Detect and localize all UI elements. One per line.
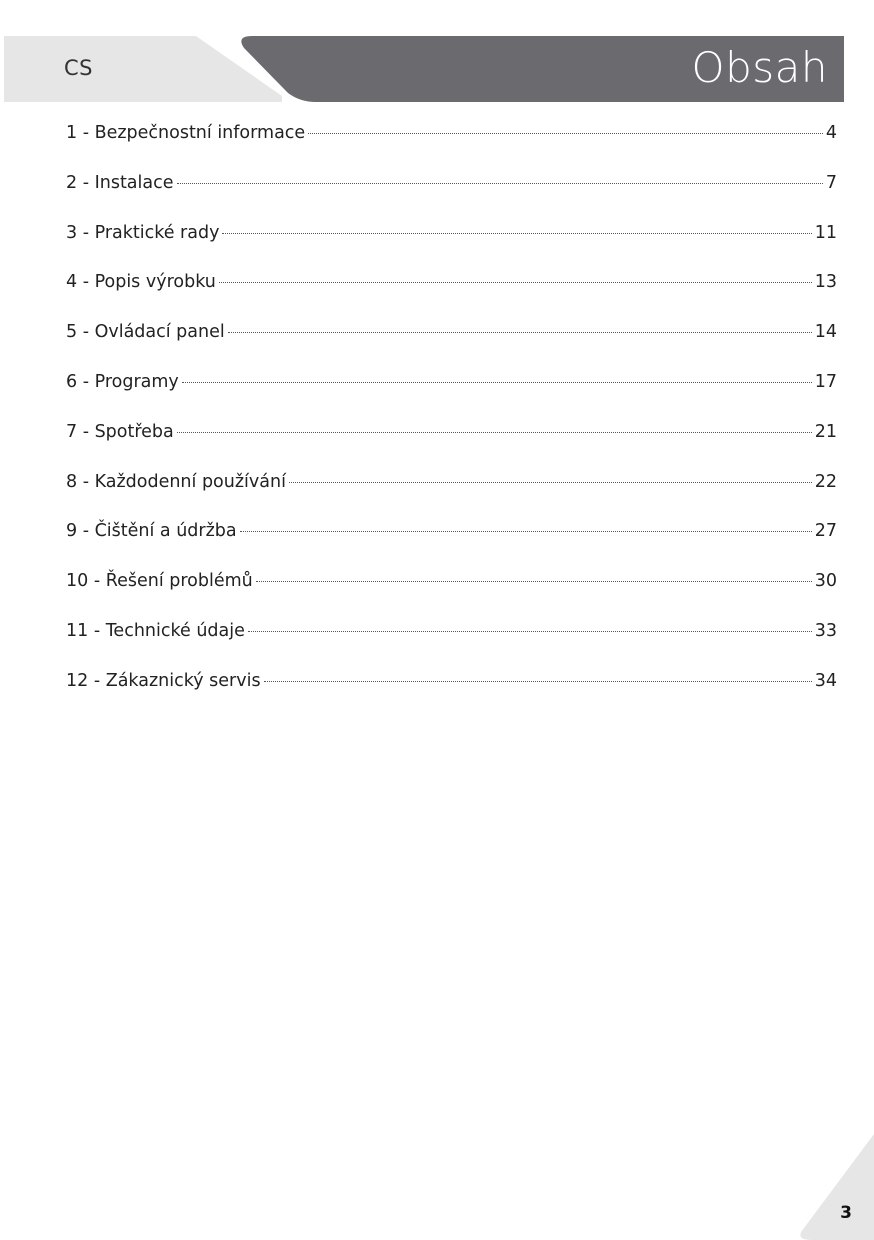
page-corner-decoration: [794, 1134, 874, 1240]
toc-entry-title: 6 - Programy: [66, 371, 179, 392]
toc-entry-title: 2 - Instalace: [66, 172, 174, 193]
language-tab-shape: [4, 36, 282, 102]
toc-entry-title: 1 - Bezpečnostní informace: [66, 123, 306, 143]
dot-leader: [228, 332, 812, 333]
dot-leader: [177, 432, 812, 433]
toc-entry-page: 11: [814, 222, 837, 243]
dot-leader: [248, 631, 812, 632]
toc-entry-page: 33: [814, 620, 837, 641]
toc-entry-page: 27: [814, 521, 837, 542]
dot-leader: [289, 482, 812, 483]
toc-entry[interactable]: [66, 372, 837, 422]
toc-entry-title: 12 - Zákaznický servis: [66, 670, 261, 691]
toc-entry[interactable]: [66, 422, 837, 472]
toc-entry[interactable]: [66, 173, 837, 223]
toc-entry-page: 4: [825, 123, 837, 143]
toc-entry[interactable]: [66, 671, 837, 721]
dot-leader: [182, 382, 812, 383]
toc-entry[interactable]: [66, 223, 837, 273]
dot-leader: [177, 183, 823, 184]
dot-leader: [256, 581, 812, 582]
toc-entry-title: 8 - Každodenní používání: [66, 471, 286, 492]
toc-entry[interactable]: [66, 322, 837, 372]
toc-entry-page: 7: [825, 172, 837, 193]
toc-entry[interactable]: [66, 272, 837, 322]
dot-leader: [264, 681, 812, 682]
toc-entry-title: 7 - Spotřeba: [66, 421, 174, 442]
toc-entry-page: 21: [814, 421, 837, 442]
toc-entry-page: 14: [814, 322, 837, 343]
toc-entry[interactable]: [66, 521, 837, 571]
page-title: Obsah: [691, 43, 828, 92]
toc-entry-title: 9 - Čištění a údržba: [66, 521, 237, 542]
dot-leader: [308, 133, 823, 134]
table-of-contents: [66, 123, 837, 721]
toc-entry-page: 34: [814, 670, 837, 691]
toc-entry-page: 30: [814, 571, 837, 592]
toc-entry-title: 10 - Řešení problémů: [66, 571, 253, 592]
toc-entry-title: 5 - Ovládací panel: [66, 322, 225, 343]
toc-entry[interactable]: [66, 123, 837, 173]
toc-entry-title: 11 - Technické údaje: [66, 620, 245, 641]
toc-entry[interactable]: [66, 472, 837, 522]
toc-entry-page: 17: [814, 371, 837, 392]
dot-leader: [240, 531, 812, 532]
toc-entry-title: 4 - Popis výrobku: [66, 272, 216, 293]
toc-entry-page: 13: [814, 272, 837, 293]
toc-entry-page: 22: [814, 471, 837, 492]
toc-entry[interactable]: [66, 571, 837, 621]
dot-leader: [222, 233, 811, 234]
page-number: 3: [840, 1203, 852, 1223]
language-code: CS: [64, 56, 93, 80]
toc-entry-title: 3 - Praktické rady: [66, 222, 220, 243]
toc-entry[interactable]: [66, 621, 837, 671]
dot-leader: [219, 282, 812, 283]
